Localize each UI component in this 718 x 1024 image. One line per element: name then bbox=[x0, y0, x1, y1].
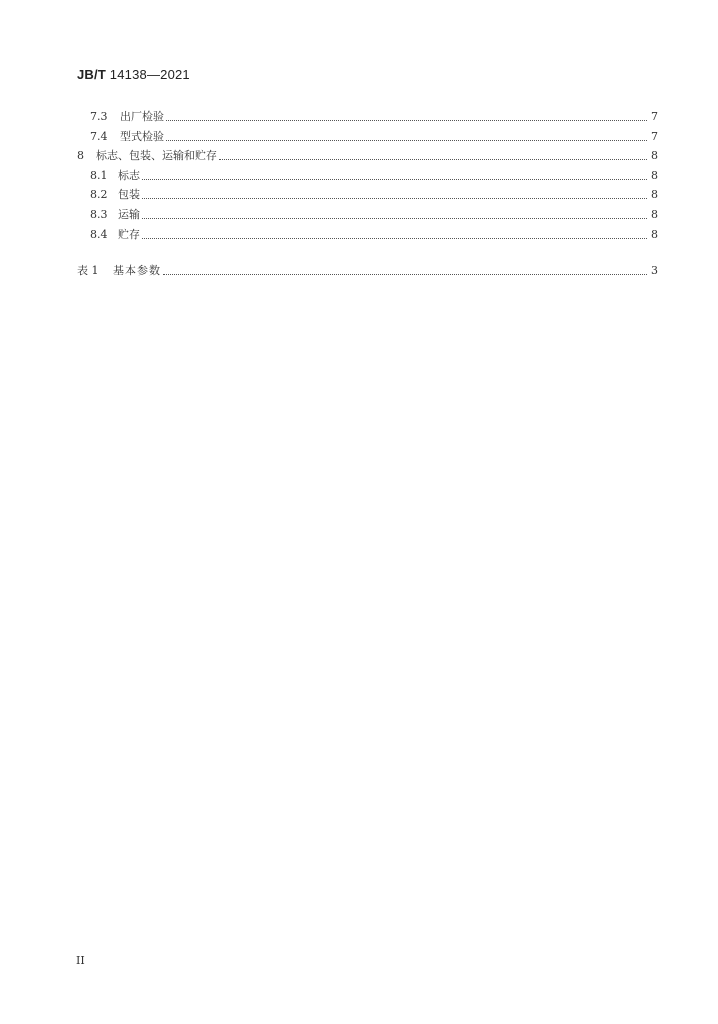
toc-leader bbox=[163, 274, 647, 275]
toc-entry-8-4[interactable] bbox=[90, 228, 658, 242]
toc-page: 7 bbox=[651, 110, 658, 123]
toc-title: 型式检验 bbox=[120, 130, 164, 143]
toc-number: 7.4 bbox=[90, 130, 108, 143]
toc-leader bbox=[142, 179, 647, 180]
toc-page: 8 bbox=[651, 228, 658, 241]
toc-leader bbox=[166, 140, 647, 141]
toc-entry-8-2[interactable] bbox=[90, 188, 658, 202]
document-code bbox=[77, 67, 190, 82]
toc-page: 3 bbox=[651, 264, 658, 277]
toc-leader bbox=[142, 218, 647, 219]
toc-page: 8 bbox=[651, 149, 658, 162]
toc-number: 8.3 bbox=[90, 208, 108, 221]
table-number: 表 1 bbox=[77, 264, 99, 277]
toc-title: 出厂检验 bbox=[120, 110, 164, 123]
doc-code-number: 14138—2021 bbox=[105, 67, 190, 82]
toc-page: 8 bbox=[651, 208, 658, 221]
toc-page: 8 bbox=[651, 188, 658, 201]
toc-number: 8.1 bbox=[90, 169, 108, 182]
toc-page: 7 bbox=[651, 130, 658, 143]
toc-title: 包装 bbox=[118, 188, 140, 201]
toc-number: 8.2 bbox=[90, 188, 108, 201]
toc-entry-8[interactable] bbox=[77, 149, 658, 163]
toc-entry-8-1[interactable] bbox=[90, 169, 658, 183]
toc-number: 7.3 bbox=[90, 110, 108, 123]
toc-leader bbox=[219, 159, 647, 160]
toc-number: 8 bbox=[77, 149, 84, 162]
toc-page: 8 bbox=[651, 169, 658, 182]
toc-leader bbox=[142, 198, 647, 199]
toc-leader bbox=[142, 238, 647, 239]
toc-leader bbox=[166, 120, 647, 121]
toc-entry-8-3[interactable] bbox=[90, 208, 658, 222]
toc-number: 8.4 bbox=[90, 228, 108, 241]
table-title: 基本参数 bbox=[113, 264, 161, 277]
toc-entry-7-4[interactable] bbox=[90, 130, 658, 144]
toc-entry-7-3[interactable] bbox=[90, 110, 658, 124]
toc-title: 运输 bbox=[118, 208, 140, 221]
page-number: II bbox=[76, 954, 85, 967]
toc-title: 标志 bbox=[118, 169, 140, 182]
doc-code-prefix: JB/T bbox=[77, 67, 106, 82]
toc-title: 贮存 bbox=[118, 228, 140, 241]
toc-title: 标志、包装、运输和贮存 bbox=[96, 149, 217, 162]
toc-entry-table-1[interactable] bbox=[77, 264, 658, 278]
